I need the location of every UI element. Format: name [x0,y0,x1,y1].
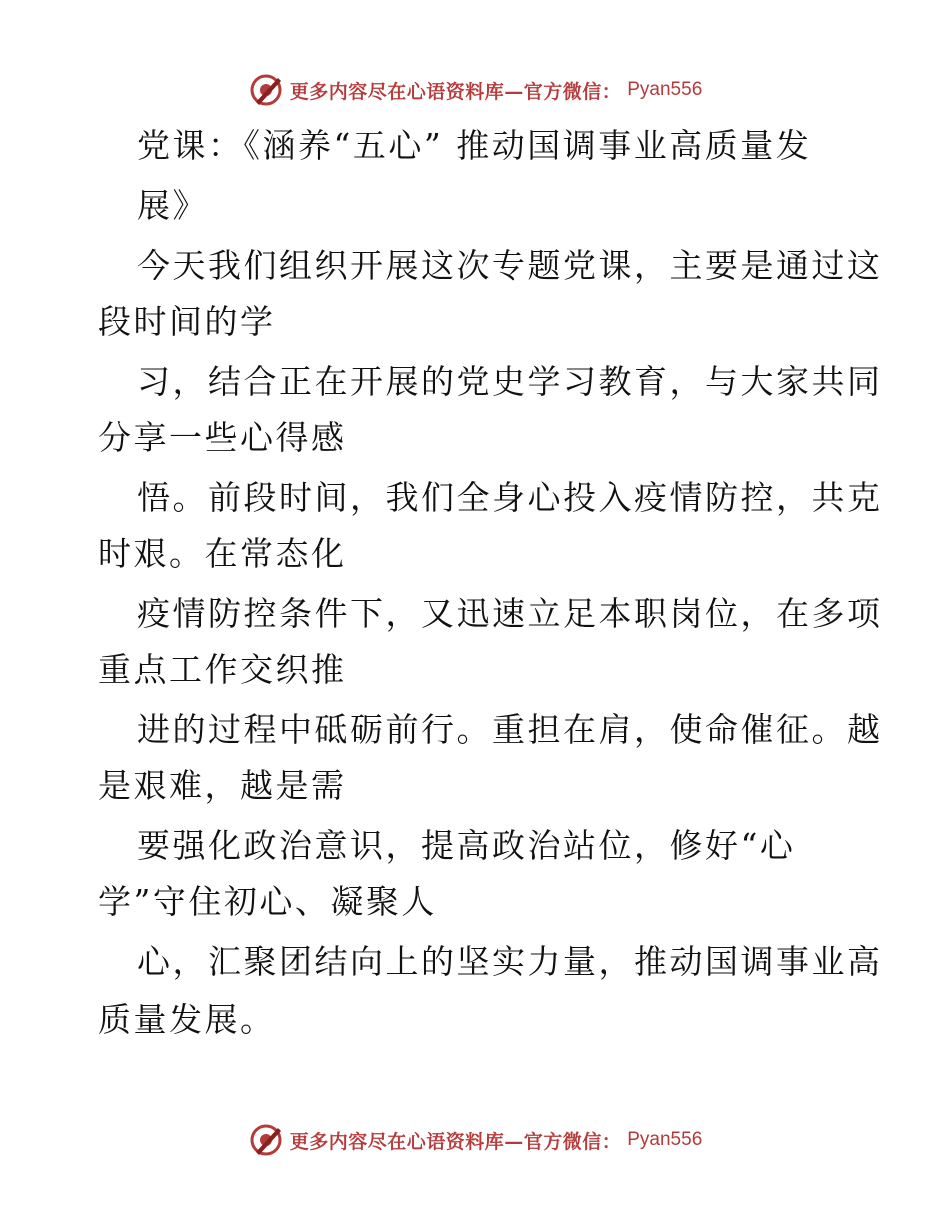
paragraph-line: 质量发展。 [98,1000,276,1039]
document-title-line-2: 展》 [137,186,208,225]
footer-banner-text: 更多内容尽在心语资料库—官方微信： [289,1130,622,1153]
header-banner-id: Pyan556 [627,79,703,100]
paragraph-line: 学”守住初心、凝聚人 [98,882,437,921]
paragraph-line: 心，汇聚团结向上的坚实力量，推动国调事业高 [137,942,883,981]
paragraph-line: 进的过程中砥砺前行。重担在肩，使命催征。越 [137,710,883,749]
footer-banner-id: Pyan556 [627,1129,703,1150]
paragraph-line: 时艰。在常态化 [98,534,347,573]
paragraph-line: 疫情防控条件下，又迅速立足本职岗位，在多项 [137,594,883,633]
pen-logo-icon [248,1122,284,1158]
paragraph-line: 是艰难，越是需 [98,766,347,805]
paragraph-line: 今天我们组织开展这次专题党课，主要是通过这 [137,246,883,285]
pen-logo-icon [248,72,284,108]
paragraph-line: 重点工作交织推 [98,650,347,689]
paragraph-line: 悟。前段时间，我们全身心投入疫情防控，共克 [137,478,883,517]
paragraph-line: 段时间的学 [98,302,276,341]
footer-banner [0,1120,950,1160]
paragraph-line: 分享一些心得感 [98,418,347,457]
header-banner [0,70,950,110]
paragraph-line: 习，结合正在开展的党史学习教育，与大家共同 [137,362,883,401]
document-title-line-1: 党课：《涵养“五心” 推动国调事业高质量发 [137,126,812,165]
header-banner-text: 更多内容尽在心语资料库—官方微信： [289,80,622,103]
paragraph-line: 要强化政治意识，提高政治站位，修好“心 [137,826,796,865]
